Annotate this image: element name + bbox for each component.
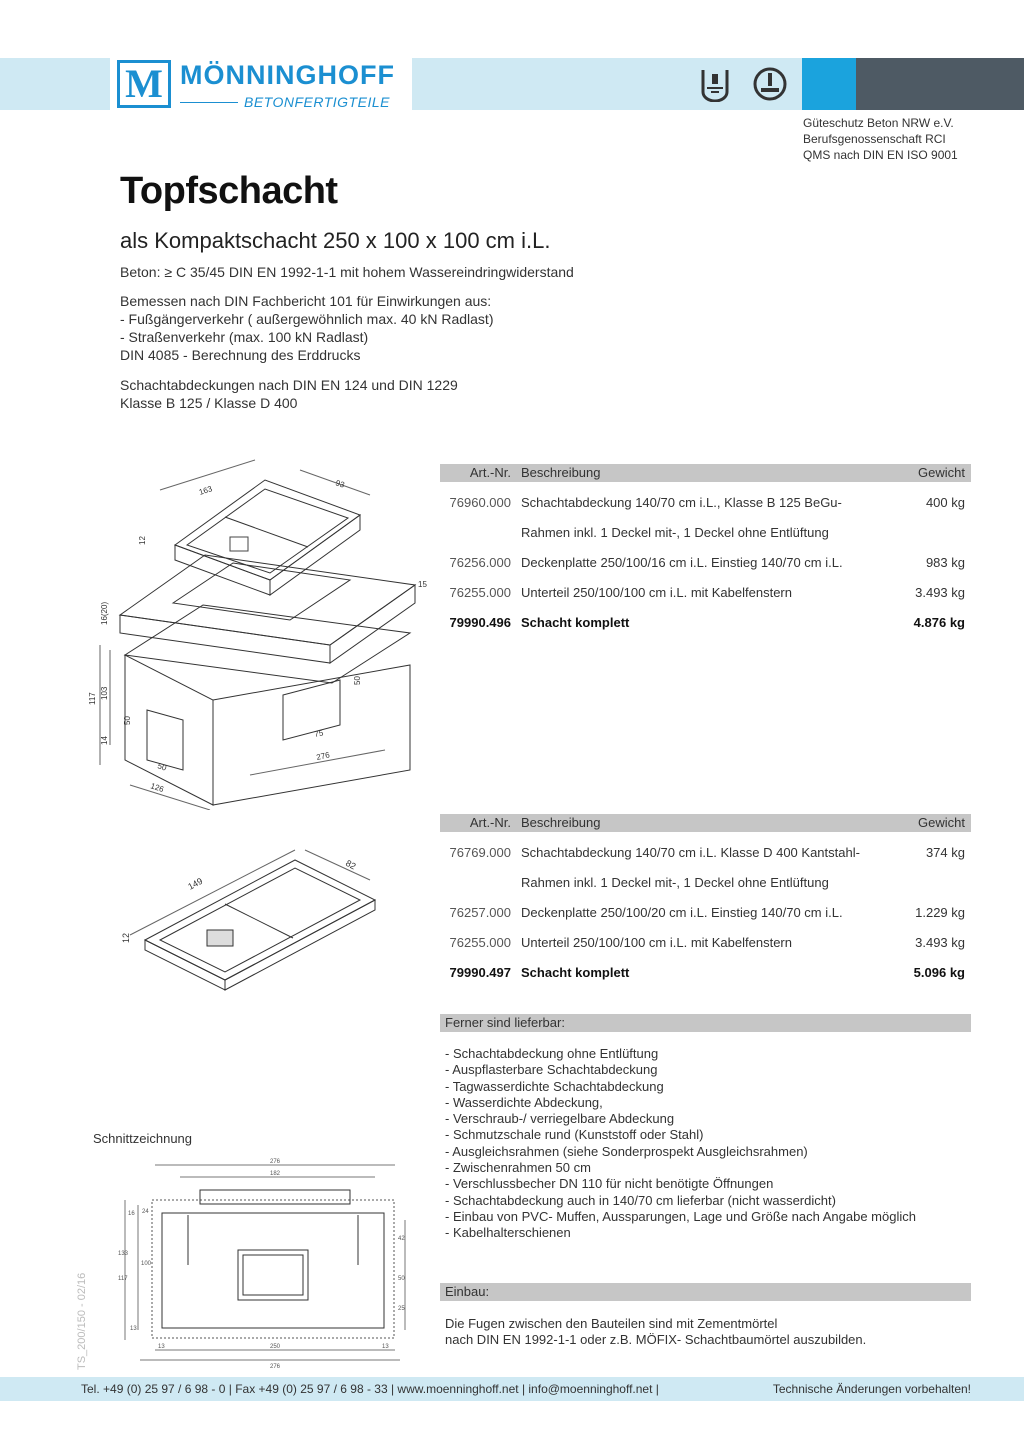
dim-label: 276 (270, 1364, 281, 1370)
quality-seal-icon (697, 66, 733, 102)
spec-line: Klasse B 125 / Klasse D 400 (120, 395, 298, 411)
cell-weight: 3.493 kg (915, 585, 965, 600)
cell-weight: 4.876 kg (913, 615, 965, 630)
header-accent-gray (856, 58, 1024, 110)
dim-label: 14 (100, 736, 109, 745)
cell-desc: Unterteil 250/100/100 cm i.L. mit Kabelfenstern (521, 585, 792, 600)
list-item: - Zwischenrahmen 50 cm (445, 1160, 591, 1176)
certifications (803, 115, 958, 163)
dim-label: 16(20) (100, 601, 109, 625)
dim-label: 16 (128, 1211, 135, 1217)
brand-subtitle: BETONFERTIGTEILE (244, 94, 390, 110)
dim-label: 163 (197, 484, 214, 497)
dim-label: 13 (158, 1344, 165, 1350)
dim-label: 149 (186, 875, 205, 892)
einbau-text (445, 1316, 866, 1348)
dim-label: 25 (398, 1306, 405, 1312)
table-row (440, 488, 971, 518)
cell-art: 76257.000 (449, 905, 511, 920)
footer-disclaimer: Technische Änderungen vorbehalten! (772, 1382, 971, 1396)
dim-label: 50 (398, 1276, 405, 1282)
ferner-list (445, 1046, 916, 1242)
dim-label: 133 (118, 1251, 129, 1257)
cell-art: 76960.000 (449, 495, 511, 510)
dim-label: 12 (138, 536, 147, 545)
dim-label: 117 (88, 692, 97, 705)
einbau-heading: Einbau: (445, 1284, 490, 1299)
cert-line: Güteschutz Beton NRW e.V. (803, 116, 954, 130)
cell-weight: 983 kg (925, 555, 965, 570)
col-desc: Beschreibung (521, 815, 601, 830)
table-row (440, 838, 971, 868)
cell-desc: Rahmen inkl. 1 Deckel mit-, 1 Deckel ohne Entlüftung (521, 525, 829, 540)
cert-line: QMS nach DIN EN ISO 9001 (803, 148, 958, 162)
document-code: TS_200/150 - 02/16 (76, 1272, 88, 1370)
list-item: - Schachtabdeckung auch in 140/70 cm lieferbar (nicht wasserdicht) (445, 1192, 836, 1208)
einbau-heading-bar (440, 1283, 971, 1301)
cell-weight: 3.493 kg (915, 935, 965, 950)
spec-line: DIN 4085 - Berechnung des Erddrucks (120, 347, 361, 363)
dim-label: 182 (270, 1171, 281, 1177)
cell-art: 79990.496 (449, 615, 511, 630)
section-drawing (100, 1155, 420, 1370)
logo-divider (180, 102, 238, 103)
page-subtitle: als Kompaktschacht 250 x 100 x 100 cm i.L. (120, 228, 551, 253)
dim-label: 93 (334, 478, 346, 490)
dim-label: 82 (344, 857, 358, 872)
certification-icon (752, 66, 788, 102)
spec-line: - Straßenverkehr (max. 100 kN Radlast) (120, 329, 369, 345)
spec-line: Schachtabdeckungen nach DIN EN 124 und DIN 1229 (120, 377, 458, 393)
table-header (440, 464, 971, 482)
cell-desc: Unterteil 250/100/100 cm i.L. mit Kabelfenstern (521, 935, 792, 950)
col-weight: Gewicht (918, 815, 965, 830)
cell-desc: Schachtabdeckung 140/70 cm i.L., Klasse B 125 BeGu- (521, 495, 842, 510)
list-item: - Einbau von PVC- Muffen, Aussparungen, Lage und Größe nach Angabe möglich (445, 1208, 916, 1224)
dim-label: 100 (141, 1261, 152, 1267)
dim-label: 12 (121, 932, 131, 943)
table-total-row (440, 958, 971, 988)
dim-label: 13 (382, 1344, 389, 1350)
ferner-heading: Ferner sind lieferbar: (445, 1015, 565, 1030)
table-row (440, 868, 971, 898)
cell-weight: 1.229 kg (915, 905, 965, 920)
table-total-row (440, 608, 971, 638)
cert-line: Berufsgenossenschaft RCI (803, 132, 946, 146)
dim-label: 250 (270, 1344, 281, 1350)
dim-label: 13 (130, 1326, 137, 1332)
list-item: - Ausgleichsrahmen (siehe Sonderprospekt Ausgleichsrahmen) (445, 1143, 808, 1159)
dim-label: 50 (353, 676, 362, 685)
cell-weight: 400 kg (925, 495, 965, 510)
table-row (440, 928, 971, 958)
dim-label: 126 (149, 781, 165, 795)
bemessen-spec (120, 292, 494, 364)
list-item: - Tagwasserdichte Schachtabdeckung (445, 1078, 664, 1094)
table-row (440, 548, 971, 578)
logo-m-icon: M (117, 60, 171, 108)
dim-label: 42 (398, 1236, 405, 1242)
table-row (440, 578, 971, 608)
section-label: Schnittzeichnung (93, 1131, 193, 1146)
col-weight: Gewicht (918, 465, 965, 480)
list-item: - Wasserdichte Abdeckung, (445, 1094, 603, 1110)
dim-label: 276 (315, 750, 331, 762)
list-item: - Kabelhalterschienen (445, 1225, 571, 1241)
spec-line: Bemessen nach DIN Fachbericht 101 für Einwirkungen aus: (120, 293, 492, 309)
table-header (440, 814, 971, 832)
dim-label: 75 (313, 728, 325, 739)
table-row (440, 898, 971, 928)
list-item: - Schmutzschale rund (Kunststoff oder Stahl) (445, 1127, 704, 1143)
dim-label: 117 (118, 1276, 128, 1282)
list-item: - Schachtabdeckung ohne Entlüftung (445, 1046, 659, 1061)
col-desc: Beschreibung (521, 465, 601, 480)
ferner-heading-bar (440, 1014, 971, 1032)
einbau-line: nach DIN EN 1992-1-1 oder z.B. MÖFIX- Schachtbaumörtel auszubilden. (445, 1332, 867, 1347)
cell-art: 79990.497 (449, 965, 511, 980)
cell-art: 76255.000 (449, 935, 511, 950)
list-item: - Auspflasterbare Schachtabdeckung (445, 1062, 658, 1078)
isometric-drawing-b125 (85, 455, 440, 810)
dim-label: 15 (418, 580, 427, 589)
cell-weight: 374 kg (925, 845, 965, 860)
col-art: Art.-Nr. (469, 815, 511, 830)
spec-line: - Fußgängerverkehr ( außergewöhnlich max. 40 kN Radlast) (120, 311, 494, 327)
dim-label: 103 (100, 686, 109, 700)
dim-label: 24 (142, 1209, 149, 1215)
page-title: Topfschacht (120, 170, 338, 212)
cell-desc: Deckenplatte 250/100/20 cm i.L. Einstieg 140/70 cm i.L. (521, 905, 843, 920)
article-table-d400 (440, 814, 971, 988)
cell-art: 76255.000 (449, 585, 511, 600)
col-art: Art.-Nr. (469, 465, 511, 480)
dim-label: 276 (270, 1159, 281, 1165)
einbau-line: Die Fugen zwischen den Bauteilen sind mit Zementmörtel (445, 1316, 778, 1331)
dim-label: 50 (123, 716, 132, 725)
abdeckung-spec (120, 376, 458, 412)
brand-name: MÖNNINGHOFF (180, 60, 395, 90)
list-item: - Verschraub-/ verriegelbare Abdeckung (445, 1111, 675, 1127)
cell-desc: Deckenplatte 250/100/16 cm i.L. Einstieg 140/70 cm i.L. (521, 555, 843, 570)
header-accent-blue (802, 58, 856, 110)
footer (0, 1377, 1024, 1401)
cell-weight: 5.096 kg (913, 965, 965, 980)
dim-label: 50 (156, 761, 168, 773)
cell-art: 76256.000 (449, 555, 511, 570)
cell-art: 76769.000 (449, 845, 511, 860)
table-row (440, 518, 971, 548)
cell-desc: Schacht komplett (521, 965, 630, 980)
article-table-b125 (440, 464, 971, 638)
beton-spec: Beton: ≥ C 35/45 DIN EN 1992-1-1 mit hohem Wassereindringwiderstand (120, 264, 574, 280)
cell-desc: Schachtabdeckung 140/70 cm i.L. Klasse D 400 Kantstahl- (521, 845, 860, 860)
list-item: - Verschlussbecher DN 110 für nicht benötigte Öffnungen (445, 1176, 774, 1192)
footer-contact: Tel. +49 (0) 25 97 / 6 98 - 0 | Fax +49 (0) 25 97 / 6 98 - 33 | www.moenninghoff.net | info@moenninghoff.net | (81, 1382, 659, 1396)
cell-desc: Rahmen inkl. 1 Deckel mit-, 1 Deckel ohne Entlüftung (521, 875, 829, 890)
cell-desc: Schacht komplett (521, 615, 630, 630)
cover-drawing-d400 (115, 840, 385, 1005)
